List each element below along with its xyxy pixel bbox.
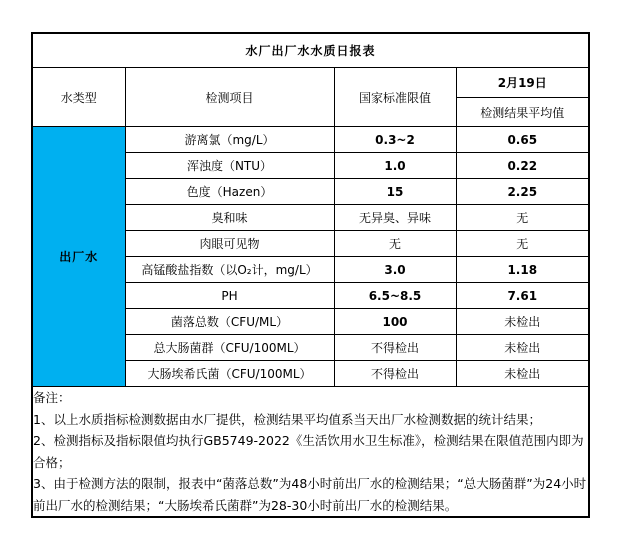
result-cell: 1.18 bbox=[456, 257, 589, 283]
test-item-cell: 总大肠菌群（CFU/100ML） bbox=[125, 335, 334, 361]
title-row bbox=[32, 33, 589, 68]
header-result-avg: 检测结果平均值 bbox=[456, 98, 589, 127]
test-item-cell: 色度（Hazen） bbox=[125, 179, 334, 205]
note-line-2: 2、检测指标及指标限值均执行GB5749-2022《生活饮用水卫生标准》，检测结果在限值范围内即为合格； bbox=[33, 433, 584, 470]
result-cell: 7.61 bbox=[456, 283, 589, 309]
notes-label: 备注： bbox=[33, 390, 71, 405]
test-item-cell: 臭和味 bbox=[125, 205, 334, 231]
limit-cell: 无异臭、异味 bbox=[334, 205, 456, 231]
test-item-cell: 高锰酸盐指数（以O₂计，mg/L） bbox=[125, 257, 334, 283]
header-date: 2月19日 bbox=[456, 68, 589, 98]
result-cell: 未检出 bbox=[456, 309, 589, 335]
test-item-cell: 肉眼可见物 bbox=[125, 231, 334, 257]
limit-cell: 1.0 bbox=[334, 153, 456, 179]
result-cell: 2.25 bbox=[456, 179, 589, 205]
limit-cell: 100 bbox=[334, 309, 456, 335]
water-quality-table bbox=[31, 32, 590, 518]
header-national-limit: 国家标准限值 bbox=[334, 68, 456, 127]
limit-cell: 15 bbox=[334, 179, 456, 205]
limit-cell: 3.0 bbox=[334, 257, 456, 283]
result-cell: 无 bbox=[456, 205, 589, 231]
notes-cell bbox=[32, 387, 589, 518]
test-item-cell: 游离氯（mg/L） bbox=[125, 127, 334, 153]
report-title: 水厂出厂水水质日报表 bbox=[32, 33, 589, 68]
notes-row bbox=[32, 387, 589, 518]
header-test-item: 检测项目 bbox=[125, 68, 334, 127]
limit-cell: 不得检出 bbox=[334, 361, 456, 387]
note-line-1: 1、以上水质指标检测数据由水厂提供，检测结果平均值系当天出厂水检测数据的统计结果； bbox=[33, 411, 541, 427]
limit-cell: 0.3~2 bbox=[334, 127, 456, 153]
water-type-cell: 出厂水 bbox=[32, 127, 125, 387]
test-item-cell: 浑浊度（NTU） bbox=[125, 153, 334, 179]
limit-cell: 无 bbox=[334, 231, 456, 257]
test-item-cell: PH bbox=[125, 283, 334, 309]
limit-cell: 6.5~8.5 bbox=[334, 283, 456, 309]
result-cell: 无 bbox=[456, 231, 589, 257]
result-cell: 未检出 bbox=[456, 335, 589, 361]
result-cell: 0.65 bbox=[456, 127, 589, 153]
limit-cell: 不得检出 bbox=[334, 335, 456, 361]
result-cell: 未检出 bbox=[456, 361, 589, 387]
header-water-type: 水类型 bbox=[32, 68, 125, 127]
table-row bbox=[32, 127, 589, 153]
result-cell: 0.22 bbox=[456, 153, 589, 179]
note-line-3: 3、由于检测方法的限制，报表中“菌落总数”为48小时前出厂水的检测结果；“总大肠菌群”为24小时前出厂水的检测结果；“大肠埃希氏菌群”为28-30小时前出厂水的检测结果。 bbox=[33, 476, 587, 513]
test-item-cell: 大肠埃希氏菌（CFU/100ML） bbox=[125, 361, 334, 387]
test-item-cell: 菌落总数（CFU/ML） bbox=[125, 309, 334, 335]
header-row-top bbox=[32, 68, 589, 98]
